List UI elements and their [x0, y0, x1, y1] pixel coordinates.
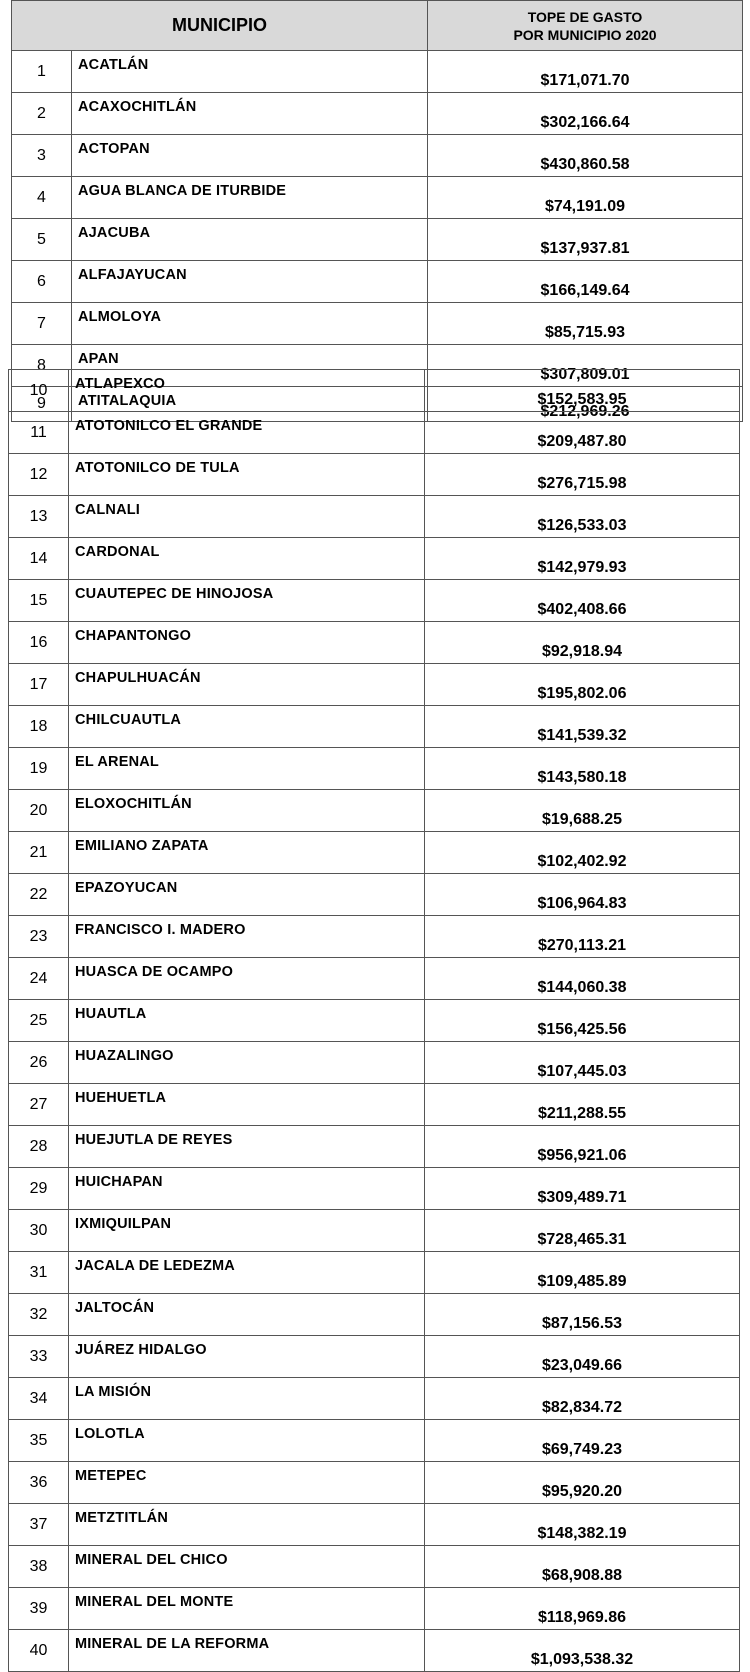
row-number: 40 — [9, 1630, 69, 1672]
tope-amount: $126,533.03 — [425, 496, 740, 538]
tope-amount: $148,382.19 — [425, 1504, 740, 1546]
row-number: 10 — [9, 370, 69, 412]
row-number: 33 — [9, 1336, 69, 1378]
row-number: 27 — [9, 1084, 69, 1126]
municipio-name: HUAUTLA — [69, 1000, 425, 1042]
tope-amount: $85,715.93 — [428, 303, 743, 345]
row-number: 20 — [9, 790, 69, 832]
row-number: 28 — [9, 1126, 69, 1168]
municipio-name: CARDONAL — [69, 538, 425, 580]
row-number: 35 — [9, 1420, 69, 1462]
row-number: 26 — [9, 1042, 69, 1084]
table-row — [9, 664, 740, 706]
table-row — [9, 1378, 740, 1420]
row-number: 14 — [9, 538, 69, 580]
row-number: 31 — [9, 1252, 69, 1294]
row-number: 15 — [9, 580, 69, 622]
municipio-name: ATITALAQUIA — [72, 387, 428, 422]
tope-amount: $102,402.92 — [425, 832, 740, 874]
municipio-name: CALNALI — [69, 496, 425, 538]
table-row — [9, 1000, 740, 1042]
tope-amount: $107,445.03 — [425, 1042, 740, 1084]
row-number: 30 — [9, 1210, 69, 1252]
table-body-part-1 — [12, 51, 743, 422]
municipio-name: APAN — [72, 345, 428, 387]
table-row — [9, 1630, 740, 1672]
tope-amount: $143,580.18 — [425, 748, 740, 790]
municipio-name: FRANCISCO I. MADERO — [69, 916, 425, 958]
tope-amount: $956,921.06 — [425, 1126, 740, 1168]
row-number: 19 — [9, 748, 69, 790]
municipio-name: LA MISIÓN — [69, 1378, 425, 1420]
municipio-name: ATOTONILCO DE TULA — [69, 454, 425, 496]
tope-amount: $309,489.71 — [425, 1168, 740, 1210]
row-number: 17 — [9, 664, 69, 706]
table-row — [12, 93, 743, 135]
row-number: 9 — [12, 387, 72, 422]
tope-amount: $144,060.38 — [425, 958, 740, 1000]
row-number: 5 — [12, 219, 72, 261]
municipio-name: CUAUTEPEC DE HINOJOSA — [69, 580, 425, 622]
tope-amount: $402,408.66 — [425, 580, 740, 622]
table-row — [9, 874, 740, 916]
header-tope-line2: POR MUNICIPIO 2020 — [513, 26, 657, 43]
tope-amount: $211,288.55 — [425, 1084, 740, 1126]
row-number: 22 — [9, 874, 69, 916]
table-row — [9, 1042, 740, 1084]
tope-amount: $142,979.93 — [425, 538, 740, 580]
table-row — [9, 1168, 740, 1210]
tope-amount: $74,191.09 — [428, 177, 743, 219]
table-row — [9, 1420, 740, 1462]
tope-amount: $152,583.95 — [425, 370, 740, 412]
table-row — [9, 622, 740, 664]
tope-amount: $1,093,538.32 — [425, 1630, 740, 1672]
tope-amount: $307,809.01 — [428, 345, 743, 387]
header-municipio: MUNICIPIO — [12, 1, 428, 51]
table-row — [9, 1588, 740, 1630]
table-row — [9, 916, 740, 958]
municipio-name: ALMOLOYA — [72, 303, 428, 345]
table-row — [12, 303, 743, 345]
table-row — [9, 790, 740, 832]
table-header-row — [12, 1, 743, 51]
municipio-name: ACATLÁN — [72, 51, 428, 93]
municipio-name: AGUA BLANCA DE ITURBIDE — [72, 177, 428, 219]
table-body-part-2 — [9, 370, 740, 1672]
table-row — [9, 958, 740, 1000]
table-row — [9, 370, 740, 412]
table-row — [9, 1210, 740, 1252]
table-row — [12, 219, 743, 261]
row-number: 23 — [9, 916, 69, 958]
table-row — [9, 496, 740, 538]
tope-amount: $82,834.72 — [425, 1378, 740, 1420]
tope-amount: $68,908.88 — [425, 1546, 740, 1588]
tope-amount: $106,964.83 — [425, 874, 740, 916]
table-row — [12, 261, 743, 303]
table-row — [9, 1084, 740, 1126]
table-row — [9, 1546, 740, 1588]
municipio-name: METZTITLÁN — [69, 1504, 425, 1546]
tope-amount: $87,156.53 — [425, 1294, 740, 1336]
table-row — [12, 135, 743, 177]
tope-amount: $430,860.58 — [428, 135, 743, 177]
row-number: 1 — [12, 51, 72, 93]
municipios-table-part-1 — [11, 0, 743, 422]
row-number: 13 — [9, 496, 69, 538]
municipio-name: JUÁREZ HIDALGO — [69, 1336, 425, 1378]
table-row — [12, 51, 743, 93]
table-row — [9, 1336, 740, 1378]
tope-amount: $141,539.32 — [425, 706, 740, 748]
municipio-name: HUASCA DE OCAMPO — [69, 958, 425, 1000]
table-row — [9, 1294, 740, 1336]
table-row — [9, 706, 740, 748]
municipio-name: CHILCUAUTLA — [69, 706, 425, 748]
row-number: 21 — [9, 832, 69, 874]
municipio-name: JACALA DE LEDEZMA — [69, 1252, 425, 1294]
table-row — [9, 580, 740, 622]
municipio-name: JALTOCÁN — [69, 1294, 425, 1336]
header-tope-line1: TOPE DE GASTO — [527, 8, 643, 25]
municipio-name: ACAXOCHITLÁN — [72, 93, 428, 135]
tope-amount: $212,969.26 — [428, 387, 743, 422]
row-number: 7 — [12, 303, 72, 345]
municipio-name: METEPEC — [69, 1462, 425, 1504]
municipio-name: EMILIANO ZAPATA — [69, 832, 425, 874]
table-row — [9, 1126, 740, 1168]
tope-amount: $19,688.25 — [425, 790, 740, 832]
municipio-name: ALFAJAYUCAN — [72, 261, 428, 303]
municipio-name: ELOXOCHITLÁN — [69, 790, 425, 832]
tope-amount: $276,715.98 — [425, 454, 740, 496]
row-number: 39 — [9, 1588, 69, 1630]
municipios-table-part-2 — [8, 369, 740, 1672]
table-row — [9, 748, 740, 790]
table-row — [9, 1252, 740, 1294]
row-number: 2 — [12, 93, 72, 135]
row-number: 34 — [9, 1378, 69, 1420]
table-row — [9, 538, 740, 580]
tope-amount: $209,487.80 — [425, 412, 740, 454]
municipio-name: CHAPULHUACÁN — [69, 664, 425, 706]
tope-amount: $270,113.21 — [425, 916, 740, 958]
tope-amount: $171,071.70 — [428, 51, 743, 93]
row-number: 6 — [12, 261, 72, 303]
tope-amount: $109,485.89 — [425, 1252, 740, 1294]
tope-amount: $137,937.81 — [428, 219, 743, 261]
tope-amount: $23,049.66 — [425, 1336, 740, 1378]
tope-amount: $118,969.86 — [425, 1588, 740, 1630]
table-row — [9, 1462, 740, 1504]
municipio-name: HUICHAPAN — [69, 1168, 425, 1210]
row-number: 38 — [9, 1546, 69, 1588]
tope-amount: $302,166.64 — [428, 93, 743, 135]
municipio-name: LOLOTLA — [69, 1420, 425, 1462]
tope-amount: $166,149.64 — [428, 261, 743, 303]
municipio-name: ATLAPEXCO — [69, 370, 425, 412]
table-row — [9, 454, 740, 496]
tope-amount: $728,465.31 — [425, 1210, 740, 1252]
table-row — [9, 1504, 740, 1546]
row-number: 8 — [12, 345, 72, 387]
municipio-name: ATOTONILCO EL GRANDE — [69, 412, 425, 454]
municipio-name: EPAZOYUCAN — [69, 874, 425, 916]
tope-amount: $69,749.23 — [425, 1420, 740, 1462]
municipio-name: MINERAL DEL MONTE — [69, 1588, 425, 1630]
municipio-name: HUEHUETLA — [69, 1084, 425, 1126]
municipio-name: ACTOPAN — [72, 135, 428, 177]
table-row — [12, 177, 743, 219]
row-number: 29 — [9, 1168, 69, 1210]
table-row — [9, 412, 740, 454]
row-number: 16 — [9, 622, 69, 664]
municipio-name: AJACUBA — [72, 219, 428, 261]
tope-amount: $95,920.20 — [425, 1462, 740, 1504]
municipio-name: HUAZALINGO — [69, 1042, 425, 1084]
row-number: 25 — [9, 1000, 69, 1042]
row-number: 11 — [9, 412, 69, 454]
municipio-name: EL ARENAL — [69, 748, 425, 790]
row-number: 36 — [9, 1462, 69, 1504]
municipio-name: MINERAL DE LA REFORMA — [69, 1630, 425, 1672]
row-number: 37 — [9, 1504, 69, 1546]
tope-amount: $156,425.56 — [425, 1000, 740, 1042]
municipio-name: MINERAL DEL CHICO — [69, 1546, 425, 1588]
row-number: 32 — [9, 1294, 69, 1336]
municipio-name: HUEJUTLA DE REYES — [69, 1126, 425, 1168]
row-number: 24 — [9, 958, 69, 1000]
municipio-name: IXMIQUILPAN — [69, 1210, 425, 1252]
row-number: 12 — [9, 454, 69, 496]
tope-amount: $92,918.94 — [425, 622, 740, 664]
municipio-name: CHAPANTONGO — [69, 622, 425, 664]
table-row — [9, 832, 740, 874]
tope-amount: $195,802.06 — [425, 664, 740, 706]
row-number: 4 — [12, 177, 72, 219]
header-tope-de-gasto — [428, 1, 743, 51]
row-number: 18 — [9, 706, 69, 748]
row-number: 3 — [12, 135, 72, 177]
